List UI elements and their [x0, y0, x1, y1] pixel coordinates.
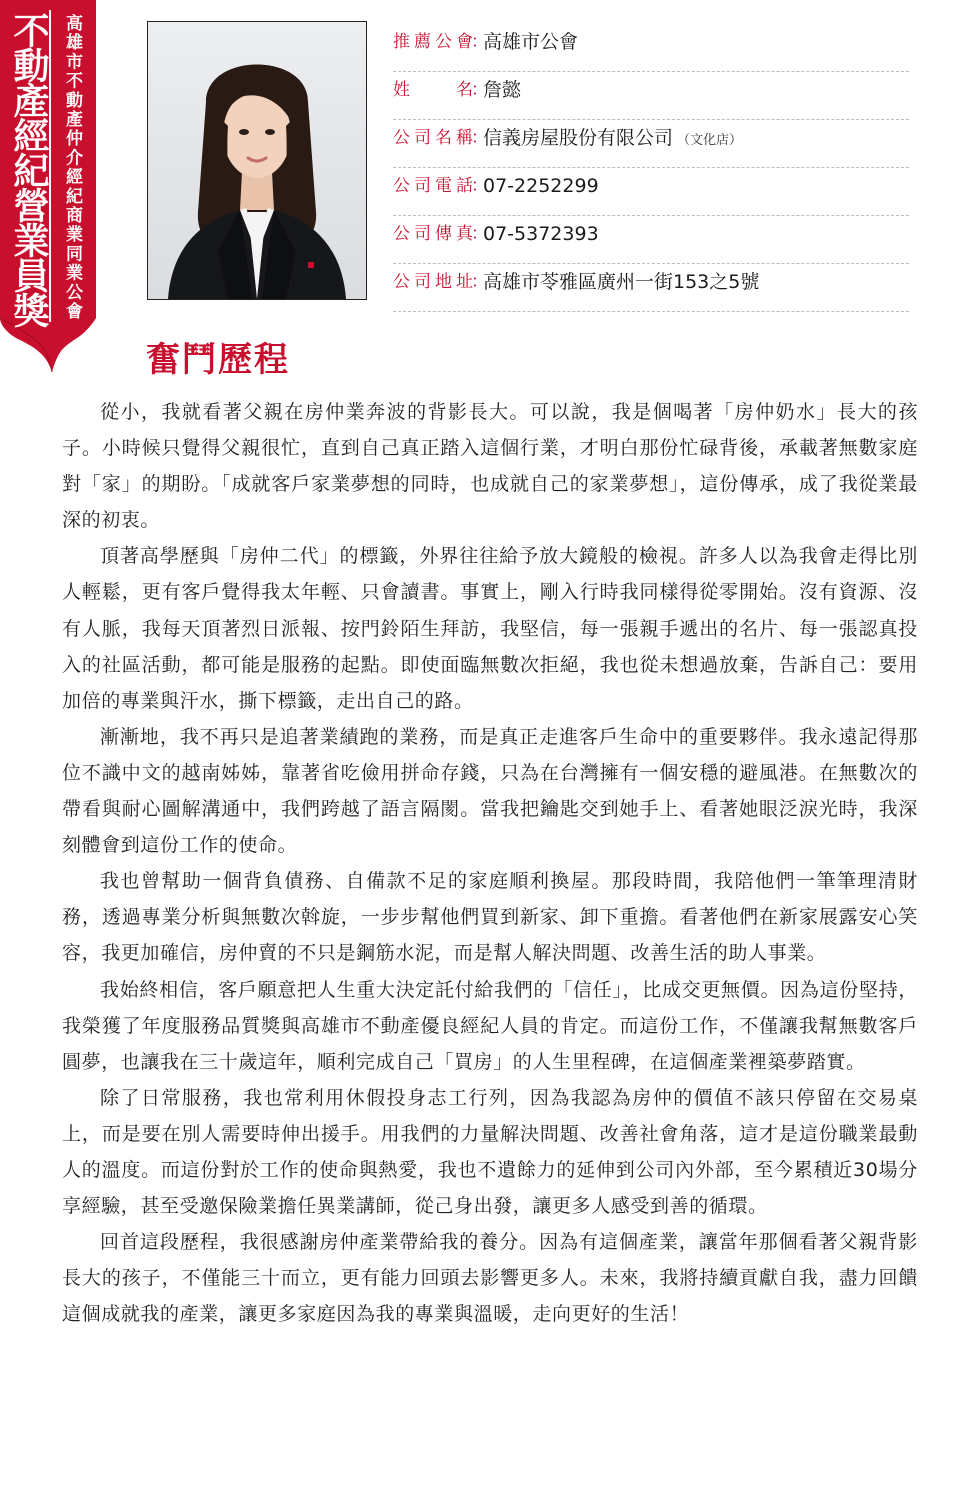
- info-value-text: 詹懿: [483, 79, 522, 101]
- label-colon: ：: [471, 32, 488, 52]
- info-label: 姓名: [393, 80, 473, 100]
- portrait-illustration: [148, 22, 366, 299]
- label-colon: ：: [471, 224, 488, 244]
- award-title: 不動產經紀營業員獎: [8, 12, 49, 327]
- info-value-text: 信義房屋股份有限公司: [483, 127, 674, 149]
- story-paragraph: 我始終相信，客戶願意把人生重大決定託付給我們的「信任」，比成交更無價。因為這份堅持，我榮獲了年度服務品質獎與高雄市不動產優良經紀人員的肯定。而這份工作，不僅讓我幫無數客戶圓夢，也讓我在三十歲這年，順利完成自己「買房」的人生里程碑，在這個產業裡築夢踏實。: [62, 978, 918, 1073]
- info-row-phone: [393, 168, 909, 216]
- info-label: 公司地址: [393, 272, 473, 292]
- story-body: [62, 394, 918, 1332]
- info-row-address: [393, 264, 909, 312]
- info-value: [483, 220, 599, 248]
- story-paragraph: 頂著高學歷與「房仲二代」的標籤，外界往往給予放大鏡般的檢視。許多人以為我會走得比別人輕鬆，更有客戶覺得我太年輕、只會讀書。事實上，剛入行時我同樣得從零開始。沒有資源、沒有人脈，我每天頂著烈日派報、按門鈴陌生拜訪，我堅信，每一張親手遞出的名片、每一張認真投入的社區活動，都可能是服務的起點。即使面臨無數次拒絕，我也從未想過放棄，告訴自己：要用加倍的專業與汗水，撕下標籤，走出自己的路。: [62, 545, 918, 712]
- label-colon: ：: [471, 128, 488, 148]
- story-paragraph: 從小，我就看著父親在房仲業奔波的背影長大。可以說，我是個喝著「房仲奶水」長大的孩子。小時候只覺得父親很忙，直到自己真正踏入這個行業，才明白那份忙碌背後，承載著無數家庭對「家」的期盼。「成就客戶家業夢想的同時，也成就自己的家業夢想」，這份傳承，成了我從業最深的初衷。: [62, 401, 918, 532]
- profile-info-table: [393, 24, 909, 312]
- info-label: 推薦公會: [393, 32, 473, 52]
- label-colon: ：: [471, 176, 488, 196]
- info-value: [483, 268, 759, 296]
- award-banner: [0, 0, 100, 375]
- info-value: [483, 76, 521, 104]
- info-row-company: [393, 120, 909, 168]
- info-row-name: [393, 72, 909, 120]
- story-paragraph: 漸漸地，我不再只是追著業績跑的業務，而是真正走進客戶生命中的重要夥伴。我永遠記得那位不識中文的越南姊姊，靠著省吃儉用拼命存錢，只為在台灣擁有一個安穩的避風港。在無數次的帶看與耐心圖解溝通中，我們跨越了語言隔閡。當我把鑰匙交到她手上、看著她眼泛淚光時，我深刻體會到這份工作的使命。: [62, 725, 918, 857]
- section-title: 奮鬥歷程: [146, 340, 290, 380]
- info-label: 公司傳真: [393, 224, 473, 244]
- branch-suffix: （文化店）: [677, 133, 743, 148]
- info-value: [483, 124, 742, 155]
- label-colon: ：: [471, 272, 488, 292]
- label-colon: ：: [471, 80, 488, 100]
- info-label: 公司電話: [393, 176, 473, 196]
- info-value: [483, 28, 578, 56]
- info-value: [483, 172, 599, 200]
- story-paragraph: 我也曾幫助一個背負債務、自備款不足的家庭順利換屋。那段時間，我陪他們一筆筆理清財務，透過專業分析與無數次斡旋，一步步幫他們買到新家、卸下重擔。看著他們在新家展露安心笑容，我更加確信，房仲賣的不只是鋼筋水泥，而是幫人解決問題、改善生活的助人事業。: [62, 870, 918, 965]
- association-name: 高雄市不動產仲介經紀商業同業公會: [62, 14, 82, 322]
- info-value-text: 高雄市苓雅區廣州一街153之5號: [483, 271, 760, 293]
- info-row-fax: [393, 216, 909, 264]
- info-value-text: 07-5372393: [483, 223, 599, 245]
- info-value-text: 07-2252299: [483, 175, 599, 197]
- story-paragraph: 除了日常服務，我也常利用休假投身志工行列，因為我認為房仲的價值不該只停留在交易桌上，而是要在別人需要時伸出援手。用我們的力量解決問題、改善社會角落，這才是這份職業最動人的溫度。而這份對於工作的使命與熱愛，我也不遺餘力的延伸到公司內外部，至今累積近30場分享經驗，甚至受邀保險業擔任異業講師，從己身出發，讓更多人感受到善的循環。: [62, 1086, 918, 1218]
- story-paragraph: 回首這段歷程，我很感謝房仲產業帶給我的養分。因為有這個產業，讓當年那個看著父親背影長大的孩子，不僅能三十而立，更有能力回頭去影響更多人。未來，我將持續貢獻自我，盡力回饋這個成就我的產業，讓更多家庭因為我的專業與溫暖，走向更好的生活！: [62, 1231, 918, 1326]
- info-label: 公司名稱: [393, 128, 473, 148]
- portrait-photo: [147, 21, 367, 300]
- info-row-association: [393, 24, 909, 72]
- info-value-text: 高雄市公會: [483, 31, 579, 53]
